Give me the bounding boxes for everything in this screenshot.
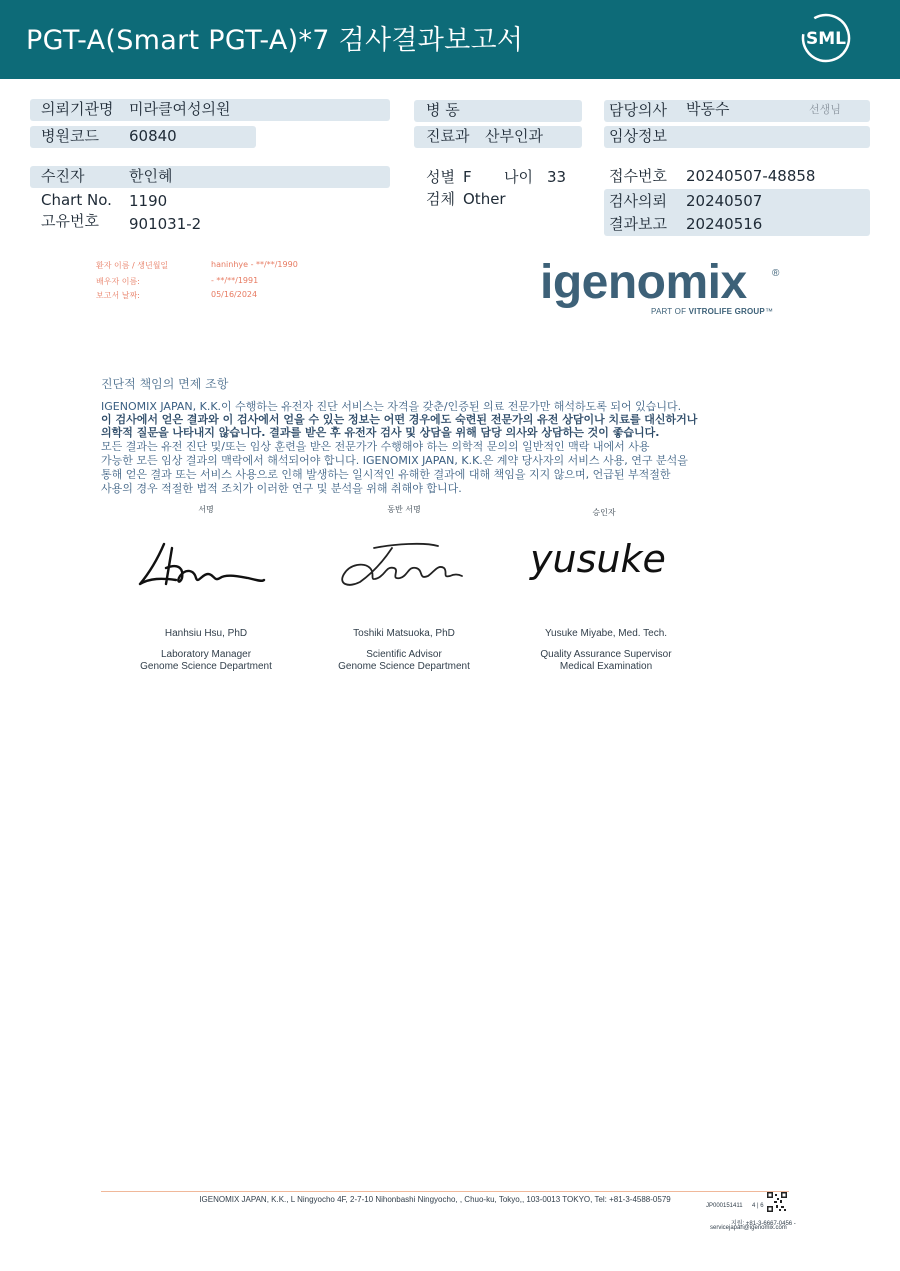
receipt-value: 20240507-48858: [686, 167, 816, 185]
qr-code-icon: [767, 1192, 787, 1212]
report-title: PGT-A(Smart PGT-A)*7 검사결과보고서: [26, 25, 524, 56]
doctor-value: 박동수: [686, 100, 730, 118]
receipt-label: 접수번호: [609, 167, 667, 185]
patient-label: 수진자: [41, 167, 85, 185]
igenomix-subline: [651, 307, 773, 316]
chart-label: Chart No.: [41, 191, 112, 209]
footer-address: IGENOMIX JAPAN, K.K., L Ningyocho 4F, 2-7-10 Nihonbashi Ningyocho, , Chuo-ku, Tokyo,, 103-0013 TOKYO, Tel: +81-3-4588-0579: [199, 1195, 671, 1204]
signature-heading-2: 동반 서명: [387, 505, 421, 514]
request-label: 검사의뢰: [609, 192, 667, 210]
id-label: 고유번호: [41, 212, 99, 230]
id-value: 901031-2: [129, 215, 202, 233]
privacy-partner-value: - **/**/1991: [211, 276, 259, 285]
signature-role2-1: Genome Science Department: [140, 661, 272, 672]
doctor-suffix: 선생님: [809, 103, 841, 116]
signature-role1-3: Quality Assurance Supervisor: [540, 649, 672, 660]
hospital-code-label: 병원코드: [41, 127, 99, 145]
privacy-date-label: 보고서 날짜:: [96, 291, 140, 300]
sex-label: 성별: [426, 168, 455, 186]
department-value: 산부인과: [485, 127, 543, 145]
age-label: 나이: [504, 168, 533, 186]
privacy-patient-label: 환자 이름 / 생년월일: [96, 261, 169, 270]
header-banner: [0, 0, 900, 79]
signature-hsu-icon: [136, 538, 268, 592]
subline-bold: VITROLIFE GROUP: [688, 307, 765, 316]
institution-label: 의뢰기관명: [41, 100, 114, 118]
request-value: 20240507: [686, 192, 763, 210]
report-value: 20240516: [686, 215, 763, 233]
ward-label: 병 동: [426, 101, 460, 119]
disclaimer-line: IGENOMIX JAPAN, K.K.이 수행하는 유전자 진단 서비스는 자격을 갖춘/인증된 의료 전문가만 해석하도록 되어 있습니다.: [101, 400, 682, 413]
sml-logo-icon: [800, 12, 852, 64]
signature-miyabe-icon: [526, 524, 696, 600]
clinical-info-label: 임상정보: [609, 127, 667, 145]
signature-role1-2: Scientific Advisor: [366, 649, 442, 660]
disclaimer-line: 통해 얻은 결과 또는 서비스 사용으로 인해 발생하는 일시적인 유해한 결과에 대해 책임을 지지 않으며, 언급된 부적절한: [101, 468, 671, 481]
signature-role2-2: Genome Science Department: [338, 661, 470, 672]
disclaimer-line: 이 검사에서 얻은 결과와 이 검사에서 얻을 수 있는 정보는 어떤 경우에도 숙련된 전문가의 유전 상담이나 치료를 대신하거나: [101, 413, 698, 426]
disclaimer-title: 진단적 책임의 면제 조항: [101, 377, 229, 391]
sex-value: F: [463, 168, 472, 186]
igenomix-logo: igenomix: [540, 256, 747, 309]
institution-value: 미라클여성의원: [129, 100, 231, 118]
footer-divider: [101, 1191, 789, 1192]
signature-name-3: Yusuke Miyabe, Med. Tech.: [544, 628, 668, 639]
report-label: 결과보고: [609, 215, 667, 233]
footer-page: 4 | 6: [752, 1203, 764, 1209]
footer-doc-code: JP000151411: [706, 1203, 743, 1209]
specimen-label: 검체: [426, 190, 455, 208]
signature-heading-1: 서명: [198, 505, 214, 514]
privacy-partner-label: 배우자 이름:: [96, 277, 140, 286]
privacy-patient-value: haninhye - **/**/1990: [211, 260, 298, 269]
sml-logo-text: SML: [806, 29, 846, 49]
footer-contact-1: 지원: +81-3-6667-0456 -: [731, 1221, 796, 1227]
igenomix-registered: ®: [772, 268, 780, 279]
hospital-code-value: 60840: [129, 127, 177, 145]
signature-role2-3: Medical Examination: [559, 661, 653, 672]
doctor-label: 담당의사: [609, 101, 667, 119]
specimen-value: Other: [463, 190, 506, 208]
signature-yusuke-text: yusuke: [530, 537, 666, 581]
signature-name-2: Toshiki Matsuoka, PhD: [353, 628, 455, 639]
subline-suffix: ™: [764, 307, 774, 316]
subline-prefix: PART OF: [651, 307, 689, 316]
age-value: 33: [547, 168, 567, 186]
disclaimer-line: 가능한 모든 임상 결과의 맥락에서 해석되어야 합니다. IGENOMIX JAPAN, K.K.은 계약 당사자의 서비스 사용, 연구 분석을: [101, 454, 688, 467]
disclaimer-line: 의학적 질문을 나타내지 않습니다. 결과를 받은 후 유전자 검사 및 상담을 위해 담당 의사와 상담하는 것이 좋습니다.: [101, 426, 660, 439]
footer-contact-2: servicejapan@igenomix.com: [710, 1225, 787, 1231]
signature-matsuoka-icon: [334, 538, 466, 592]
chart-value: 1190: [129, 192, 168, 210]
signature-role1-1: Laboratory Manager: [160, 649, 252, 660]
signature-name-1: Hanhsiu Hsu, PhD: [164, 628, 248, 639]
department-label: 진료과: [426, 127, 470, 145]
disclaimer-line: 사용의 경우 적절한 법적 조치가 이러한 연구 및 분석을 위해 취해야 합니다.: [101, 482, 462, 495]
signature-heading-3: 승인자: [592, 508, 616, 517]
disclaimer-line: 모든 결과는 유전 진단 및/또는 임상 훈련을 받은 전문가가 수행해야 하는 의학적 문의의 일반적인 맥락 내에서 사용: [101, 440, 650, 453]
patient-value: 한인혜: [129, 167, 173, 185]
privacy-date-value: 05/16/2024: [211, 290, 258, 299]
